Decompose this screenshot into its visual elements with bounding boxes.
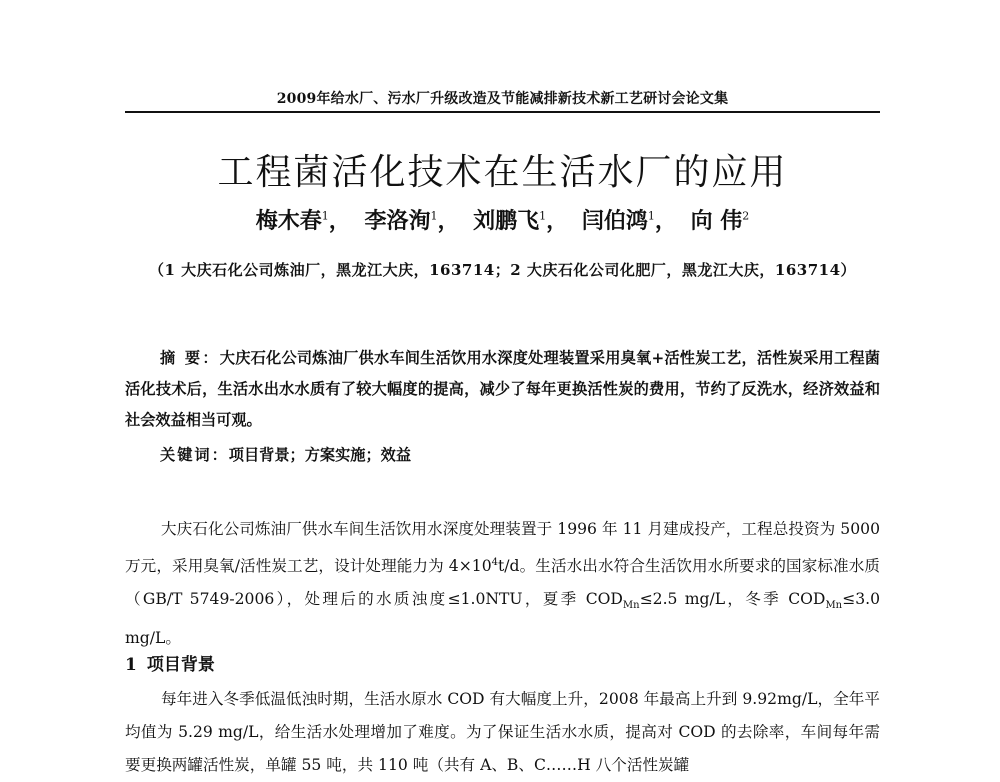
paper-title: 工程菌活化技术在生活水厂的应用 — [217, 152, 788, 193]
section-heading — [125, 650, 215, 675]
author-affil-mark: 1 — [321, 209, 329, 223]
body-paragraph — [125, 513, 880, 655]
paragraph-text: t/d。生活水出水符合生活饮用水所要求的国家标准水质（GB/T 5749-2006），处理后的水质浊度≤1.0NTU，夏季 COD — [125, 557, 880, 609]
body-paragraph: 每年进入冬季低温低浊时期，生活水原水 COD 有大幅度上升，2008 年最高上升到 9.92mg/L，全年平均值为 5.29 mg/L，给生活水处理增加了难度。为了保证生活水水质，提高对 COD 的去除率，车间每年需要更换两罐活性炭，单罐 55 吨，共 110 吨（共有 A、B、C……H 八个活性炭罐 — [125, 690, 880, 774]
subscript: Mn — [825, 600, 843, 612]
keywords — [160, 440, 411, 471]
exponent: 4 — [491, 557, 499, 568]
running-header: 2009年给水厂、污水厂升级改造及节能减排新技术新工艺研讨会论文集 — [276, 91, 729, 107]
author-separator: ， — [654, 208, 677, 234]
paragraph-text: 大庆石化公司炼油厂供水车间生活饮用水深度处理装置于 1996 年 11 月建成投产，工程总投资为 5000 万元，采用臭氧/活性炭工艺，设计处理能力为 4×10 — [125, 520, 880, 576]
section-title: 项目背景 — [146, 655, 215, 675]
section-number: 1 — [125, 655, 137, 675]
author-name: 刘鹏飞 — [473, 208, 540, 234]
author-separator: ， — [546, 208, 569, 234]
author-affil-mark: 2 — [742, 209, 750, 223]
author-affil-mark: 1 — [647, 209, 655, 223]
header-rule — [125, 111, 880, 113]
affiliation-line: （1 大庆石化公司炼油厂，黑龙江大庆，163714；2 大庆石化公司化肥厂，黑龙江大庆，163714） — [148, 261, 857, 279]
author-name: 梅木春 — [255, 208, 322, 234]
author-affil-mark: 1 — [539, 209, 547, 223]
author-separator: ， — [328, 208, 351, 234]
author-name: 向 伟 — [690, 208, 743, 234]
author-name: 李洛洵 — [364, 208, 431, 234]
abstract-label: 摘 要： — [160, 349, 220, 367]
paragraph-text: ≤3.0 mg/L。 — [125, 590, 880, 648]
author-name: 闫伯鸿 — [581, 208, 648, 234]
subscript: Mn — [622, 600, 640, 612]
author-list — [125, 204, 880, 235]
abstract-text: 大庆石化公司炼油厂供水车间生活饮用水深度处理装置采用臭氧+活性炭工艺，活性炭采用工程菌活化技术后，生活水出水水质有了较大幅度的提高，减少了每年更换活性炭的费用，节约了反洗水，经济效益和社会效益相当可观。 — [125, 349, 880, 429]
keywords-text: 项目背景；方案实施；效益 — [228, 446, 411, 464]
abstract — [125, 343, 880, 436]
author-affil-mark: 1 — [430, 209, 438, 223]
author-separator: ， — [437, 208, 460, 234]
paragraph-text: ≤2.5 mg/L，冬季 COD — [639, 590, 826, 609]
keywords-label: 关键词： — [160, 446, 229, 464]
